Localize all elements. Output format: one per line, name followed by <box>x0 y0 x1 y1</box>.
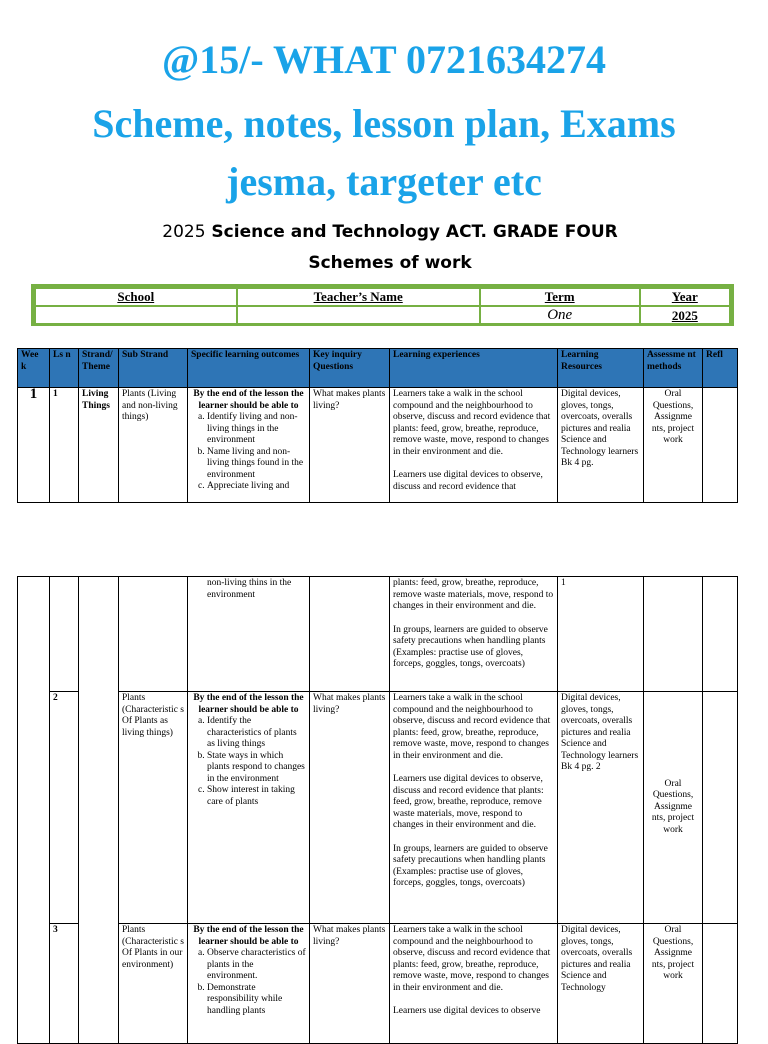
col-resources: Learning Resources <box>558 349 644 388</box>
document-subtitle: Schemes of work <box>308 253 472 273</box>
kiq-cell: What makes plants living? <box>310 924 390 1044</box>
teacher-value <box>237 306 480 325</box>
reflection-cell <box>703 388 738 503</box>
experiences-cell <box>390 924 558 1044</box>
term-value: One <box>480 306 640 325</box>
col-outcomes: Specific learning outcomes <box>188 349 310 388</box>
scheme-table-top <box>17 348 738 503</box>
assessment-cell <box>644 577 703 692</box>
experiences-cell <box>390 692 558 924</box>
school-label: School <box>35 288 237 306</box>
outcome-item: b. State ways in which plants respond to changes in the environment <box>207 751 306 786</box>
col-experiences: Learning experiences <box>390 349 558 388</box>
col-reflection: Refl <box>703 349 738 388</box>
experience-text: In groups, learners are guided to observe safety precautions when handling plants (Examples: practise use of gloves, forceps, goggles, tongs, overcoats) <box>393 843 548 888</box>
experience-text: Learners use digital devices to observe <box>393 1006 541 1016</box>
title-main: Science and Technology ACT. GRADE FOUR <box>205 222 618 242</box>
col-kiq: Key inquiry Questions <box>310 349 390 388</box>
outcome-item: b. Demonstrate responsibility while handling plants <box>207 983 306 1018</box>
table-row <box>18 388 738 503</box>
year-label: Year <box>640 288 730 306</box>
title-year: 2025 <box>162 222 206 242</box>
outcome-item: b. Name living and non-living things found in the environment <box>207 447 306 482</box>
teacher-label: Teacher’s Name <box>237 288 480 306</box>
scheme-table-continued <box>17 576 738 1044</box>
kiq-cell <box>310 577 390 692</box>
table-row <box>18 577 738 692</box>
outcomes-cell <box>188 388 310 503</box>
outcomes-cell <box>188 924 310 1044</box>
promo-line-1: @15/- WHAT 0721634274 <box>162 37 606 82</box>
week-cell: 1 <box>18 388 50 503</box>
substrand-cell: Plants (Characteristic s Of Plants in our environment) <box>119 924 188 1044</box>
col-substrand: Sub Strand <box>119 349 188 388</box>
outcomes-intro: By the end of the lesson the learner should be able to <box>193 389 304 411</box>
outcome-item: a. Observe characteristics of plants in the environment. <box>207 948 306 983</box>
experience-text: plants: feed, grow, breathe, reproduce, remove waste materials, move, respond to changes in their environment and die. <box>393 578 554 611</box>
outcomes-intro: By the end of the lesson the learner should be able to <box>193 925 304 947</box>
experiences-cell <box>390 577 558 692</box>
reflection-cell <box>703 692 738 924</box>
outcome-item: c. Show interest in taking care of plants <box>207 785 306 808</box>
outcomes-cell <box>188 577 310 692</box>
resources-cell: 1 <box>558 577 644 692</box>
experience-text: Learners take a walk in the school compound and the neighbourhood to observe, discuss and record evidence that plants: feed, grow, breathe, reproduce, remove waste, move, respond to changes in their environment and die. <box>393 389 551 457</box>
table-row <box>18 692 738 924</box>
substrand-cell: Plants (Living and non-living things) <box>119 388 188 503</box>
assessment-cell: Oral Questions, Assignme nts, project work <box>644 692 703 924</box>
promo-line-2: Scheme, notes, lesson plan, Exams <box>92 101 676 146</box>
kiq-cell: What makes plants living? <box>310 692 390 924</box>
assessment-cell: Oral Questions, Assignme nts, project work <box>644 388 703 503</box>
resources-cell: Digital devices, gloves, tongs, overcoats, overalls pictures and realia Science and Technology learners Bk 4 pg. 2 <box>558 692 644 924</box>
table-row <box>18 924 738 1044</box>
outcome-item: a. Identify living and non-living things in the environment <box>207 412 306 447</box>
school-info-table <box>31 284 734 326</box>
week-cell <box>18 577 50 1044</box>
col-week: Wee k <box>18 349 50 388</box>
lesson-cell: 3 <box>50 924 79 1044</box>
experience-text: Learners use digital devices to observe, discuss and record evidence that <box>393 470 543 492</box>
outcome-item: a. Identify the characteristics of plants as living things <box>207 716 306 751</box>
outcomes-intro: By the end of the lesson the learner should be able to <box>193 693 304 715</box>
reflection-cell <box>703 924 738 1044</box>
col-assessment: Assessme nt methods <box>644 349 703 388</box>
experience-text: Learners use digital devices to observe, discuss and record evidence that plants: feed, grow, breathe, reproduce, remove waste materials, move, respond to changes in their environment and die. <box>393 774 544 830</box>
strand-cell: Living Things <box>79 388 119 503</box>
resources-cell: Digital devices, gloves, tongs, overcoats, overalls pictures and realia Science and Technology <box>558 924 644 1044</box>
substrand-cell <box>119 577 188 692</box>
outcome-continued: non-living thins in the environment <box>207 578 292 600</box>
col-lesson: Ls n <box>50 349 79 388</box>
resources-cell: Digital devices, gloves, tongs, overcoats, overalls pictures and realia Science and Technology learners Bk 4 pg. <box>558 388 644 503</box>
promo-line-3: jesma, targeter etc <box>226 159 542 204</box>
assessment-cell: Oral Questions, Assignme nts, project work <box>644 924 703 1044</box>
document-title <box>0 222 768 242</box>
experience-text: Learners take a walk in the school compound and the neighbourhood to observe, discuss and record evidence that plants: feed, grow, breathe, reproduce, remove waste, move, respond to changes in their environment and die. <box>393 693 551 761</box>
outcomes-cell <box>188 692 310 924</box>
lesson-cell: 2 <box>50 692 79 924</box>
reflection-cell <box>703 577 738 692</box>
school-value <box>35 306 237 325</box>
lesson-cell <box>50 577 79 692</box>
table-header-row <box>18 349 738 388</box>
term-label: Term <box>480 288 640 306</box>
outcome-item: c. Appreciate living and <box>207 481 306 493</box>
experiences-cell <box>390 388 558 503</box>
lesson-cell: 1 <box>50 388 79 503</box>
substrand-cell: Plants (Characteristic s Of Plants as living things) <box>119 692 188 924</box>
kiq-cell: What makes plants living? <box>310 388 390 503</box>
experience-text: Learners take a walk in the school compound and the neighbourhood to observe, discuss and record evidence that plants: feed, grow, breathe, reproduce, remove waste, move, respond to changes in their environment and die. <box>393 925 551 993</box>
experience-text: In groups, learners are guided to observe safety precautions when handling plants (Examples: practise use of gloves, forceps, goggles, tongs, overcoats) <box>393 624 548 669</box>
col-strand: Strand/ Theme <box>79 349 119 388</box>
strand-cell <box>79 577 119 1044</box>
year-value: 2025 <box>640 306 730 325</box>
